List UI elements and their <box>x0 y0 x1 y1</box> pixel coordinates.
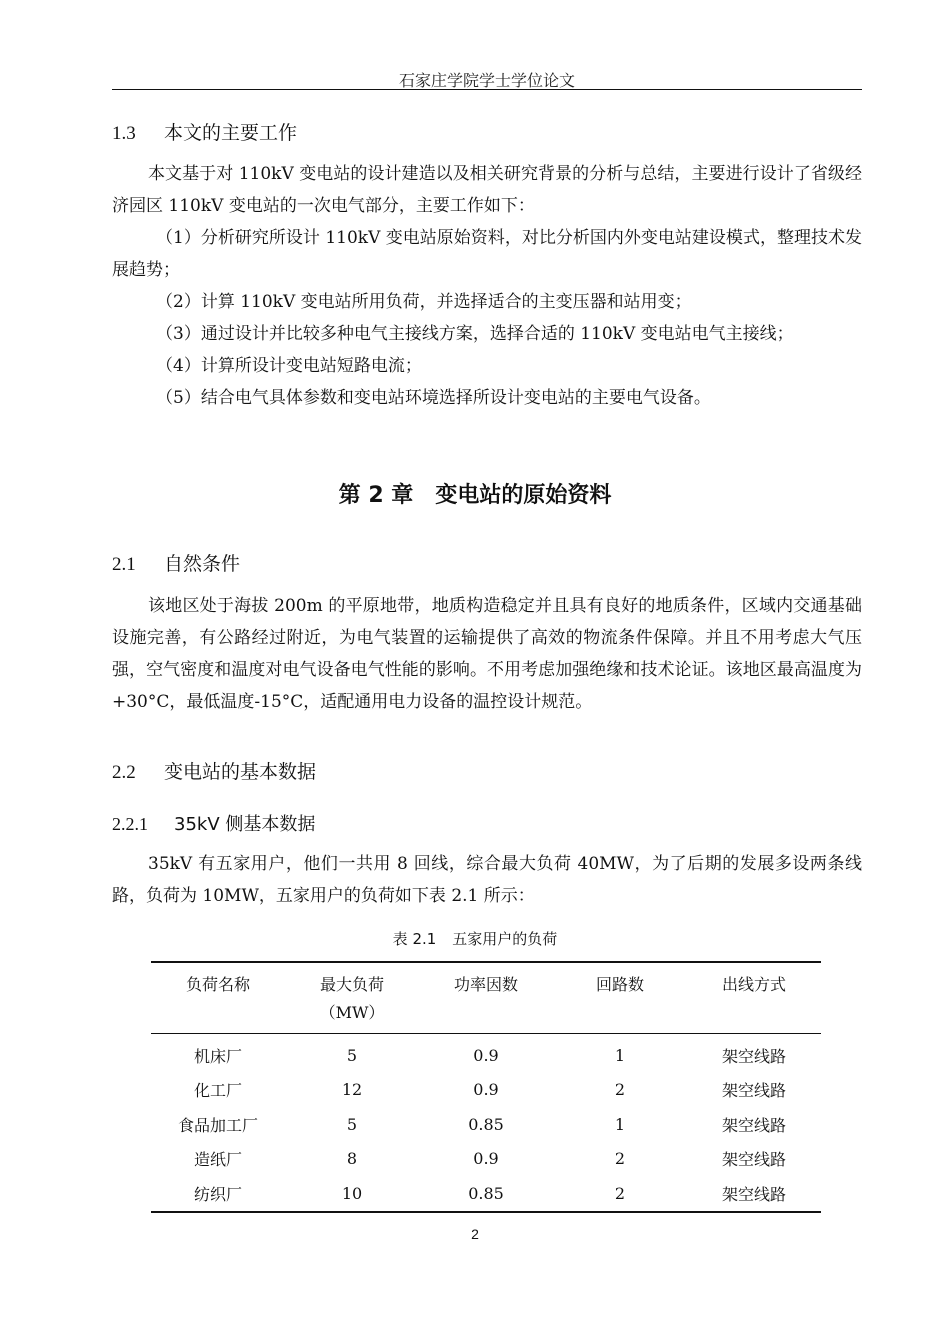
cell-max-load: 12 <box>341 1080 363 1100</box>
header-outlet-mode: 出线方式 <box>721 975 786 994</box>
cell-max-load: 10 <box>341 1183 363 1203</box>
section-2-2-1-body: 35kV 有五家用户，他们一共用 8 回线，综合最大负荷 40MW，为了后期的发展多设两条线路，负荷为 10MW，五家用户的负荷如下表 2.1 所示： <box>112 854 862 906</box>
header-rule <box>112 89 862 90</box>
table-header-row <box>151 962 821 1034</box>
running-header: 石家庄学院学士学位论文 <box>398 71 575 90</box>
cell-circuit-count: 2 <box>614 1080 626 1100</box>
header-max-load <box>285 962 419 1034</box>
cell-outlet-mode: 架空线路 <box>721 1150 786 1170</box>
work-item-1: （1）分析研究所设计 110kV 变电站原始资料，对比分析国内外变电站建设模式，整理技术发展趋势； <box>112 228 862 280</box>
table-caption-number: 表 2.1 <box>392 930 437 948</box>
section-title: 35kV 侧基本数据 <box>174 814 316 835</box>
table-row <box>151 1034 821 1073</box>
table-caption-title: 五家用户的负荷 <box>452 930 558 948</box>
cell-circuit-count: 1 <box>614 1045 626 1065</box>
section-number: 2.1 <box>112 554 136 575</box>
cell-load-name: 纺织厂 <box>193 1184 242 1204</box>
header-max-load-label: 最大负荷 <box>319 975 384 994</box>
work-item-4: （4）计算所设计变电站短路电流； <box>156 356 422 376</box>
chapter-heading <box>0 478 950 509</box>
table-row <box>151 1073 821 1108</box>
chapter-label: 第 2 章 <box>338 483 414 508</box>
cell-outlet-mode: 架空线路 <box>721 1184 786 1204</box>
section-title: 变电站的基本数据 <box>164 761 317 783</box>
section-title: 自然条件 <box>164 553 241 575</box>
page-number: 2 <box>471 1226 479 1242</box>
table-row <box>151 1176 821 1212</box>
header-load-name: 负荷名称 <box>185 975 250 994</box>
cell-load-name: 机床厂 <box>193 1046 242 1066</box>
cell-circuit-count: 2 <box>614 1183 626 1203</box>
cell-outlet-mode: 架空线路 <box>721 1115 786 1135</box>
cell-load-name: 化工厂 <box>193 1081 242 1101</box>
header-circuit-count: 回路数 <box>595 975 644 994</box>
section-heading-2-2 <box>112 757 316 784</box>
section-heading-2-2-1 <box>112 810 315 836</box>
cell-max-load: 5 <box>346 1114 358 1134</box>
section-number: 2.2 <box>112 762 136 783</box>
section-2-1-body: 该地区处于海拔 200m 的平原地带，地质构造稳定并且具有良好的地质条件，区域内交通基础设施完善，有公路经过附近，为电气装置的运输提供了高效的物流条件保障。并且不用考虑大气压强，空气密度和温度对电气设备电气性能的影响。不用考虑加强绝缘和技术论证。该地区最高温度为+30°C，最低温度-15°C，适配通用电力设备的温控设计规范。 <box>112 596 862 712</box>
cell-power-factor: 0.9 <box>473 1080 499 1100</box>
chapter-title: 变电站的原始资料 <box>435 483 612 508</box>
cell-power-factor: 0.9 <box>473 1149 499 1169</box>
cell-power-factor: 0.85 <box>468 1183 504 1203</box>
cell-outlet-mode: 架空线路 <box>721 1081 786 1101</box>
cell-load-name: 造纸厂 <box>193 1150 242 1170</box>
section-1-3-intro: 本文基于对 110kV 变电站的设计建造以及相关研究背景的分析与总结，主要进行设计了省级经济园区 110kV 变电站的一次电气部分，主要工作如下： <box>112 164 862 216</box>
header-power-factor: 功率因数 <box>453 975 518 994</box>
work-item-5: （5）结合电气具体参数和变电站环境选择所设计变电站的主要电气设备。 <box>156 388 711 408</box>
cell-max-load: 5 <box>346 1045 358 1065</box>
cell-power-factor: 0.85 <box>468 1114 504 1134</box>
section-number: 1.3 <box>112 123 136 144</box>
cell-power-factor: 0.9 <box>473 1045 499 1065</box>
table-caption <box>0 928 950 949</box>
cell-load-name: 食品加工厂 <box>177 1115 258 1135</box>
work-item-2: （2）计算 110kV 变电站所用负荷，并选择适合的主变压器和站用变； <box>156 292 692 312</box>
cell-circuit-count: 1 <box>614 1114 626 1134</box>
work-item-3: （3）通过设计并比较多种电气主接线方案，选择合适的 110kV 变电站电气主接线； <box>156 324 794 344</box>
header-max-load-unit: （MW） <box>319 1003 385 1022</box>
section-heading-2-1 <box>112 549 240 576</box>
load-table <box>151 961 821 1213</box>
table-row <box>151 1107 821 1142</box>
section-number: 2.2.1 <box>112 814 148 834</box>
table-row <box>151 1142 821 1177</box>
cell-circuit-count: 2 <box>614 1149 626 1169</box>
section-title: 本文的主要工作 <box>164 122 298 144</box>
cell-outlet-mode: 架空线路 <box>721 1046 786 1066</box>
cell-max-load: 8 <box>346 1149 358 1169</box>
section-heading-1-3 <box>112 118 297 145</box>
